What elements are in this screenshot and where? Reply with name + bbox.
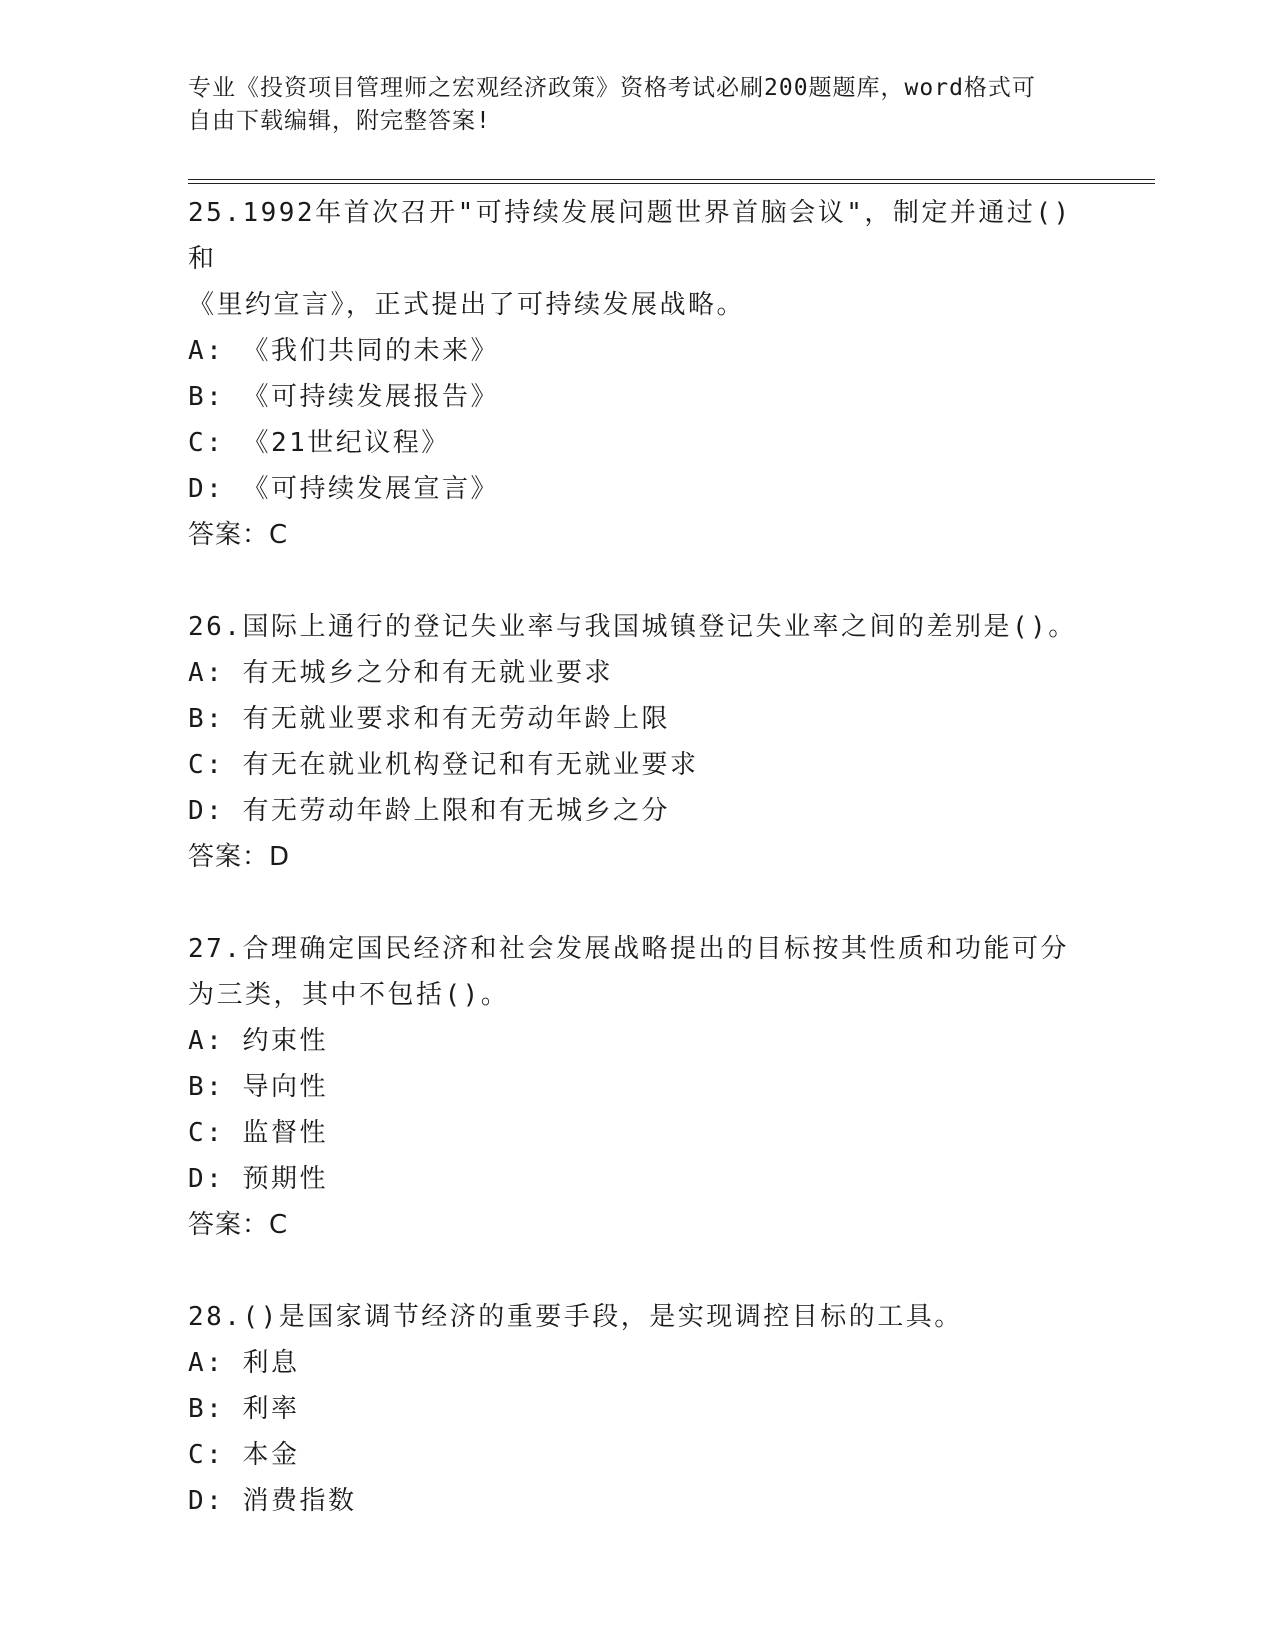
option-c: C: 监督性 <box>188 1118 328 1148</box>
question-27 <box>188 926 1088 1248</box>
question-28 <box>188 1294 1088 1524</box>
option-b: B: 利率 <box>188 1394 300 1424</box>
option-d: D: 有无劳动年龄上限和有无城乡之分 <box>188 796 670 826</box>
question-text-line: 26.国际上通行的登记失业率与我国城镇登记失业率之间的差别是()。 <box>188 612 1077 642</box>
option-b: B: 有无就业要求和有无劳动年龄上限 <box>188 704 670 734</box>
spacer <box>188 558 1088 604</box>
option-c: C: 有无在就业机构登记和有无就业要求 <box>188 750 699 780</box>
option-a: A: 有无城乡之分和有无就业要求 <box>188 658 613 688</box>
question-26 <box>188 604 1088 880</box>
option-d: D: 预期性 <box>188 1164 328 1194</box>
option-a: A: 《我们共同的未来》 <box>188 336 499 366</box>
question-text-line: 《里约宣言》，正式提出了可持续发展战略。 <box>188 290 746 320</box>
option-c: C: 《21世纪议程》 <box>188 428 450 458</box>
header-line-2: 自由下载编辑，附完整答案! <box>188 108 491 134</box>
question-text-line: 28.()是国家调节经济的重要手段，是实现调控目标的工具。 <box>188 1302 963 1332</box>
answer: 答案：D <box>188 842 291 872</box>
question-text-line: 25.1992年首次召开"可持续发展问题世界首脑会议"，制定并通过()和 <box>188 198 1072 274</box>
answer: 答案：C <box>188 1210 289 1240</box>
option-c: C: 本金 <box>188 1440 300 1470</box>
option-d: D: 消费指数 <box>188 1486 357 1516</box>
option-a: A: 约束性 <box>188 1026 328 1056</box>
question-text-line: 为三类，其中不包括()。 <box>188 980 510 1010</box>
question-list <box>188 190 1088 1524</box>
header-rule-top <box>188 179 1155 180</box>
option-b: B: 《可持续发展报告》 <box>188 382 499 412</box>
question-25 <box>188 190 1088 558</box>
spacer <box>188 1248 1088 1294</box>
option-d: D: 《可持续发展宣言》 <box>188 474 499 504</box>
spacer <box>188 880 1088 926</box>
option-a: A: 利息 <box>188 1348 300 1378</box>
header-rule-bottom <box>188 183 1155 184</box>
option-b: B: 导向性 <box>188 1072 328 1102</box>
document-header <box>188 72 1088 138</box>
question-text-line: 27.合理确定国民经济和社会发展战略提出的目标按其性质和功能可分 <box>188 934 1069 964</box>
answer: 答案：C <box>188 520 289 550</box>
header-line-1: 专业《投资项目管理师之宏观经济政策》资格考试必刷200题题库，word格式可 <box>188 75 1036 101</box>
